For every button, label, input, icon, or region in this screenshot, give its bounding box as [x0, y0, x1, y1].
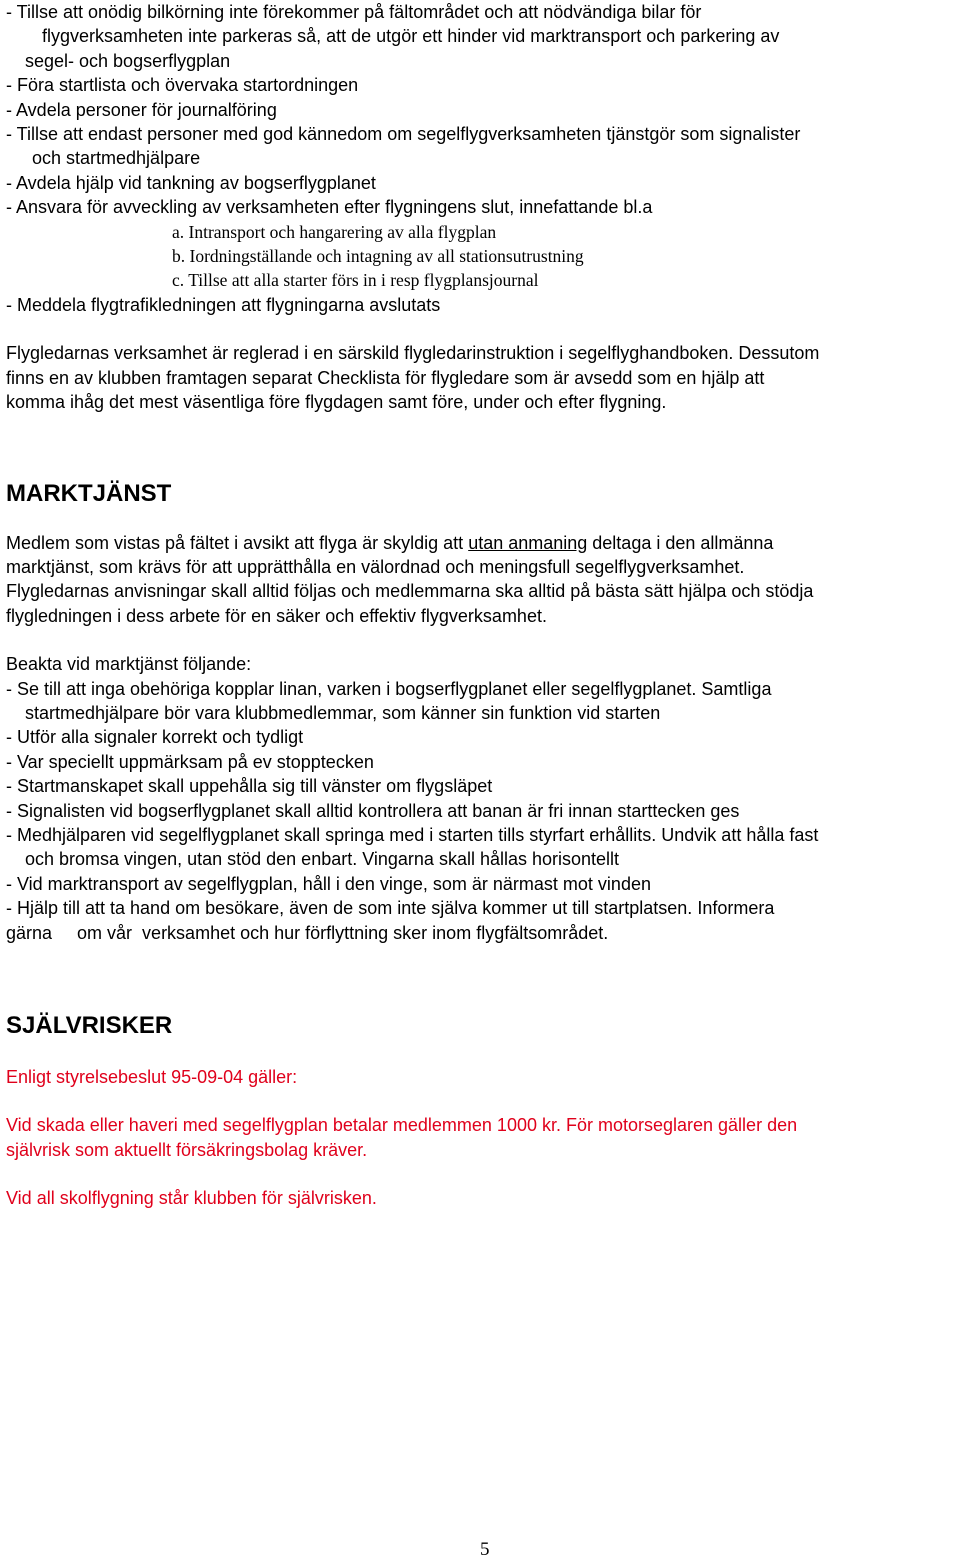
- intro-text-pre: Medlem som vistas på fältet i avsikt att flyga är skyldig att: [6, 532, 469, 553]
- list-item-continuation: startmedhjälpare bör vara klubbmedlemmar, som känner sin funktion vid starten: [25, 702, 661, 723]
- marktjanst-list-heading: Beakta vid marktjänst följande:: [6, 654, 252, 675]
- flight-leader-duties-list: [6, 0, 956, 317]
- marktjanst-intro-paragraph: [6, 531, 956, 629]
- sub-list-item-c: c. Tillse att alla starter förs in i resp flygplansjournal: [172, 270, 539, 291]
- list-item: - Ansvara för avveckling av verksamheten efter flygningens slut, innefattande bl.a: [6, 197, 653, 218]
- list-item: - Var speciellt uppmärksam på ev stopptecken: [6, 751, 374, 772]
- intro-text-post: deltaga i den allmänna: [587, 532, 774, 553]
- flight-leader-paragraph: [6, 341, 956, 414]
- paragraph-line: finns en av klubben framtagen separat Checklista för flygledare som är avsedd som en hjälp att: [6, 367, 765, 388]
- list-item: - Utför alla signaler korrekt och tydligt: [6, 727, 304, 748]
- paragraph-line: [6, 531, 956, 555]
- marktjanst-list: [6, 677, 956, 945]
- list-item-text: - Se till att inga obehöriga kopplar linan, varken i bogserflygplanet eller segelflygplanet. Samtliga: [6, 678, 772, 699]
- list-item: [6, 823, 956, 872]
- paragraph-line: komma ihåg det mest väsentliga före flygdagen samt före, under och efter flygning.: [6, 392, 667, 413]
- list-item: - Signalisten vid bogserflygplanet skall alltid kontrollera att banan är fri innan starttecken ges: [6, 800, 740, 821]
- list-item-continuation: och startmedhjälpare: [32, 148, 201, 169]
- paragraph-line: självrisk som aktuellt försäkringsbolag kräver.: [6, 1139, 368, 1160]
- list-item-continuation: gärna om vår verksamhet och hur förflyttning sker inom flygfältsområdet.: [6, 922, 609, 943]
- underlined-emphasis: utan anmaning: [468, 532, 588, 553]
- paragraph-line: flygledningen i dess arbete för en säker och effektiv flygverksamhet.: [6, 605, 547, 626]
- document-page: [6, 0, 956, 1211]
- list-item-text: - Hjälp till att ta hand om besökare, även de som inte själva kommer ut till startplatsen. Informera: [6, 898, 775, 919]
- training-deductible-text: Vid all skolflygning står klubben för självrisken.: [6, 1188, 377, 1209]
- paragraph-line: Flygledarnas verksamhet är reglerad i en särskild flygledarinstruktion i segelflyghandboken. Dessutom: [6, 343, 820, 364]
- sub-list-item-b: b. Iordningställande och intagning av all stationsutrustning: [172, 246, 584, 267]
- list-item: [6, 896, 956, 945]
- list-item: [6, 122, 956, 171]
- section-heading-sjalvrisker: SJÄLVRISKER: [6, 1012, 173, 1039]
- list-item: - Föra startlista och övervaka startordningen: [6, 75, 359, 96]
- list-item-text: - Tillse att endast personer med god kännedom om segelflygverksamheten tjänstgör som signalister: [6, 124, 801, 145]
- list-item-text: - Medhjälparen vid segelflygplanet skall springa med i starten tills styrfart erhållits. Undvik att hålla fast: [6, 824, 819, 845]
- list-item-text: - Tillse att onödig bilkörning inte förekommer på fältområdet och att nödvändiga bilar för: [6, 2, 702, 22]
- deductible-paragraph: [6, 1113, 956, 1162]
- sub-list: [6, 220, 956, 293]
- list-item-continuation: och bromsa vingen, utan stöd den enbart. Vingarna skall hållas horisontellt: [25, 849, 620, 870]
- page-number: 5: [480, 1539, 490, 1560]
- list-item: - Avdela personer för journalföring: [6, 99, 277, 120]
- list-item: - Avdela hjälp vid tankning av bogserflygplanet: [6, 172, 376, 193]
- list-item: - Meddela flygtrafikledningen att flygningarna avslutats: [6, 294, 441, 315]
- list-item-continuation: segel- och bogserflygplan: [25, 50, 231, 71]
- board-decision-text: Enligt styrelsebeslut 95-09-04 gäller:: [6, 1067, 298, 1087]
- paragraph-line: Vid skada eller haveri med segelflygplan betalar medlemmen 1000 kr. För motorseglaren gäller den: [6, 1115, 798, 1136]
- paragraph-line: marktjänst, som krävs för att upprätthålla en välordnad och meningsfull segelflygverksamhet.: [6, 556, 745, 577]
- sub-list-item-a: a. Intransport och hangarering av alla flygplan: [172, 221, 497, 242]
- list-item: [6, 677, 956, 726]
- list-item-continuation: flygverksamheten inte parkeras så, att de utgör ett hinder vid marktransport och parkering av: [42, 26, 780, 47]
- paragraph-line: Flygledarnas anvisningar skall alltid följas och medlemmarna ska alltid på bästa sätt hjälpa och stödja: [6, 581, 814, 602]
- list-item: - Startmanskapet skall uppehålla sig till vänster om flygsläpet: [6, 776, 493, 797]
- list-item: [6, 0, 956, 73]
- section-heading-marktjanst: MARKTJÄNST: [6, 479, 172, 507]
- list-item: - Vid marktransport av segelflygplan, håll i den vinge, som är närmast mot vinden: [6, 873, 651, 894]
